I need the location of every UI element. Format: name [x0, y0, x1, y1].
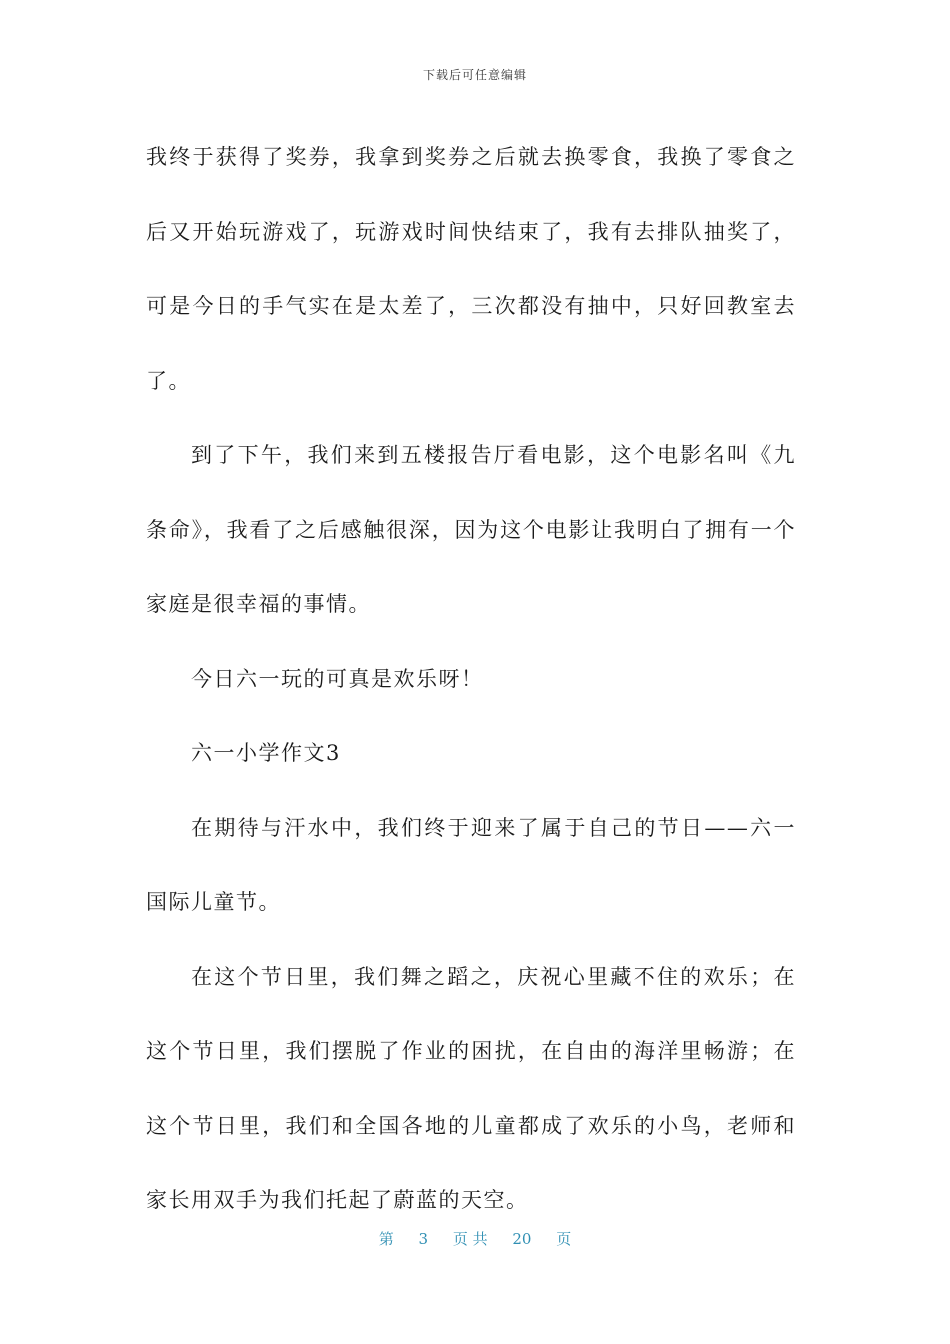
paragraph: 在这个节日里，我们舞之蹈之，庆祝心里藏不住的欢乐；在这个节日里，我们摆脱了作业的困扰，在自由的海洋里畅游；在这个节日里，我们和全国各地的儿童都成了欢乐的小鸟，老师和家长用双手为我们托起了蔚蓝的天空。	[146, 964, 796, 1212]
paragraph: 我终于获得了奖券，我拿到奖券之后就去换零食，我换了零食之后又开始玩游戏了，玩游戏时间快结束了，我有去排队抽奖了，可是今日的手气实在是太差了，三次都没有抽中，只好回教室去了。	[146, 145, 796, 393]
current-page-number: 3	[418, 1230, 429, 1248]
document-body	[146, 120, 796, 1238]
paragraph: 今日六一玩的可真是欢乐呀！	[191, 666, 484, 691]
footer-prefix: 第	[378, 1230, 394, 1248]
footer-middle: 页 共	[452, 1230, 488, 1248]
footer-suffix: 页	[556, 1230, 572, 1248]
total-pages-number: 20	[512, 1230, 532, 1248]
paragraph: 到了下午，我们来到五楼报告厅看电影，这个电影名叫《九条命》，我看了之后感触很深，因为这个电影让我明白了拥有一个家庭是很幸福的事情。	[146, 443, 796, 616]
page-footer	[0, 1228, 950, 1249]
section-heading: 六一小学作文3	[191, 741, 341, 765]
page-header: 下载后可任意编辑	[422, 68, 527, 82]
paragraph: 在期待与汗水中，我们终于迎来了属于自己的节日——六一国际儿童节。	[146, 815, 796, 914]
